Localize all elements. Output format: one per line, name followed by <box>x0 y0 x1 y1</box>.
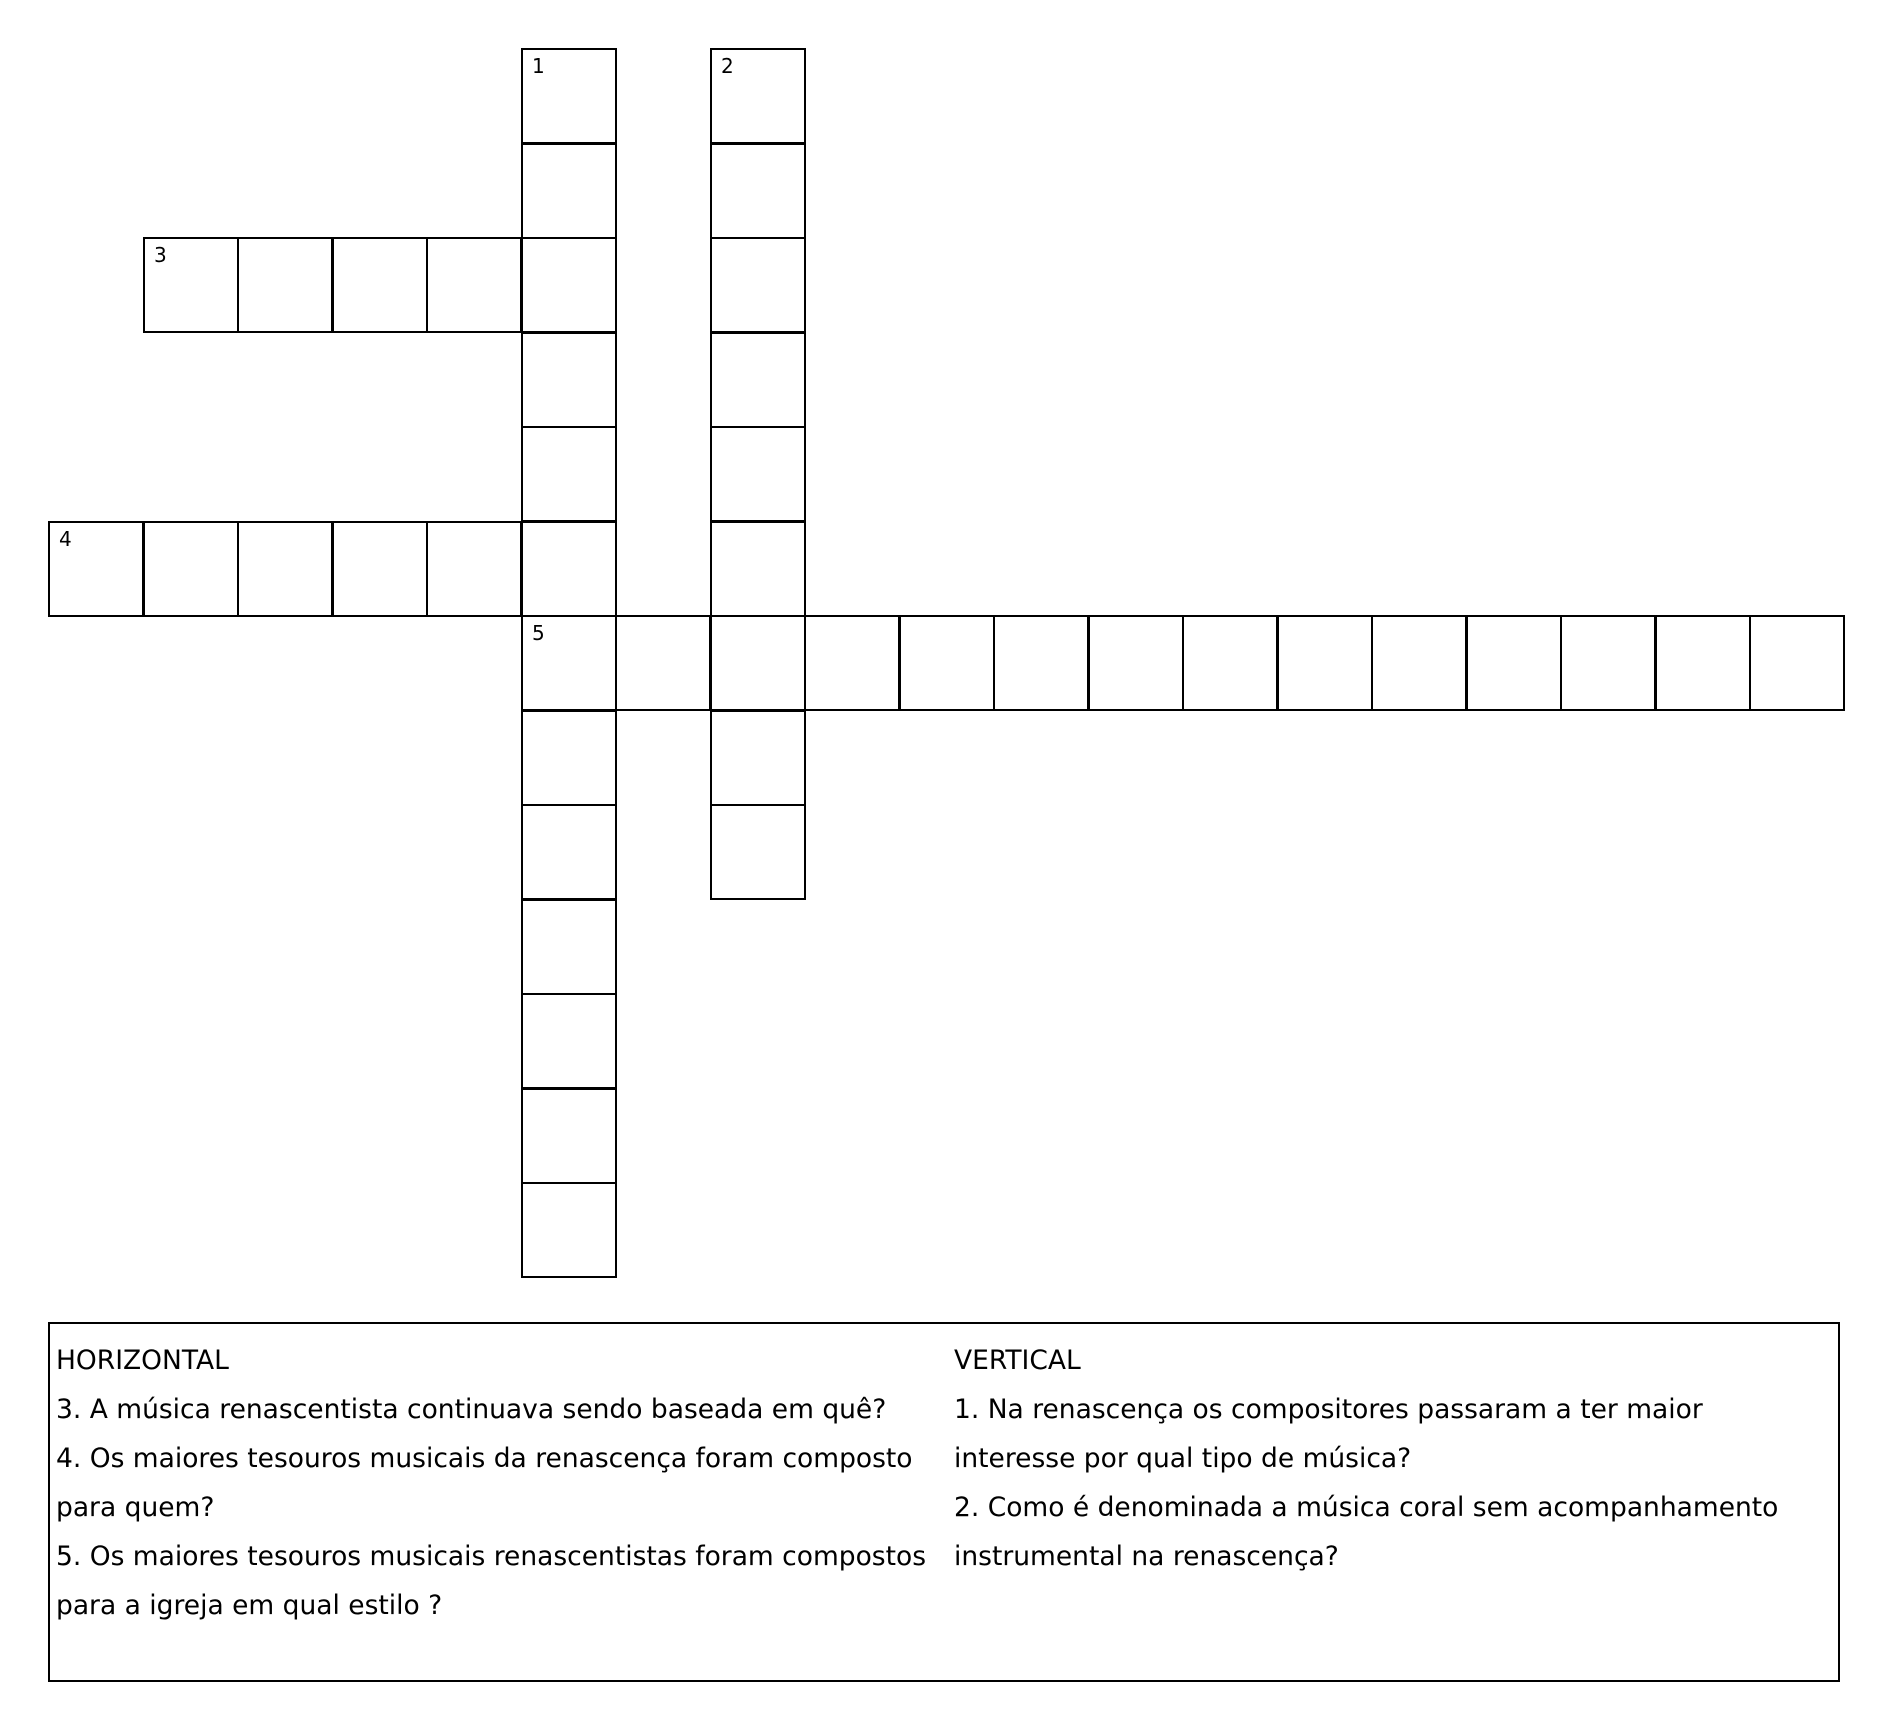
crossword-cell[interactable] <box>521 804 617 900</box>
crossword-cell[interactable] <box>521 1182 617 1278</box>
crossword-cell[interactable] <box>426 237 522 333</box>
crossword-cell[interactable] <box>521 332 617 428</box>
horizontal-clue-line: 3. A música renascentista continuava sendo baseada em quê? <box>56 1394 887 1425</box>
crossword-cell[interactable] <box>993 615 1089 711</box>
clue-number: 1 <box>532 54 545 78</box>
crossword-cell[interactable] <box>710 615 806 711</box>
crossword-cell[interactable] <box>1466 615 1562 711</box>
vertical-clue-line: interesse por qual tipo de música? <box>954 1443 1412 1474</box>
horizontal-clue-line: para quem? <box>56 1492 215 1523</box>
crossword-cell[interactable] <box>521 426 617 522</box>
crossword-cell[interactable] <box>1277 615 1373 711</box>
clue-number: 2 <box>721 54 734 78</box>
crossword-cell[interactable] <box>521 993 617 1089</box>
crossword-cell[interactable] <box>521 521 617 617</box>
crossword-cell[interactable] <box>710 804 806 900</box>
crossword-cell[interactable] <box>710 426 806 522</box>
clues-box <box>48 1322 1840 1682</box>
clue-number: 5 <box>532 621 545 645</box>
vertical-clue-line: 1. Na renascença os compositores passaram a ter maior <box>954 1394 1703 1425</box>
crossword-cell[interactable] <box>710 521 806 617</box>
crossword-cell[interactable] <box>48 521 144 617</box>
horizontal-heading: HORIZONTAL <box>56 1345 229 1376</box>
crossword-cell[interactable] <box>1088 615 1184 711</box>
vertical-clue-line: instrumental na renascença? <box>954 1541 1339 1572</box>
clue-number: 3 <box>154 243 167 267</box>
crossword-cell[interactable] <box>615 615 711 711</box>
crossword-cell[interactable] <box>143 521 239 617</box>
crossword-cell[interactable] <box>143 237 239 333</box>
crossword-cell[interactable] <box>899 615 995 711</box>
crossword-cell[interactable] <box>710 48 806 144</box>
crossword-cell[interactable] <box>521 48 617 144</box>
crossword-cell[interactable] <box>1560 615 1656 711</box>
vertical-clue-line: 2. Como é denominada a música coral sem acompanhamento <box>954 1492 1779 1523</box>
crossword-cell[interactable] <box>1655 615 1751 711</box>
horizontal-clue-line: 4. Os maiores tesouros musicais da renascença foram composto <box>56 1443 913 1474</box>
crossword-cell[interactable] <box>521 899 617 995</box>
crossword-cell[interactable] <box>521 1088 617 1184</box>
crossword-cell[interactable] <box>237 521 333 617</box>
crossword-cell[interactable] <box>237 237 333 333</box>
vertical-clues <box>954 1336 1824 1581</box>
crossword-cell[interactable] <box>1371 615 1467 711</box>
crossword-cell[interactable] <box>710 710 806 806</box>
crossword-cell[interactable] <box>1182 615 1278 711</box>
crossword-cell[interactable] <box>521 143 617 239</box>
crossword-cell[interactable] <box>710 332 806 428</box>
horizontal-clue-line: para a igreja em qual estilo ? <box>56 1590 443 1621</box>
crossword-cell[interactable] <box>1749 615 1845 711</box>
vertical-heading: VERTICAL <box>954 1345 1081 1376</box>
crossword-cell[interactable] <box>521 615 617 711</box>
clue-number: 4 <box>59 527 72 551</box>
crossword-cell[interactable] <box>332 237 428 333</box>
horizontal-clue-line: 5. Os maiores tesouros musicais renascentistas foram compostos <box>56 1541 927 1572</box>
crossword-cell[interactable] <box>426 521 522 617</box>
crossword-cell[interactable] <box>710 143 806 239</box>
crossword-cell[interactable] <box>804 615 900 711</box>
crossword-cell[interactable] <box>332 521 428 617</box>
crossword-cell[interactable] <box>521 237 617 333</box>
horizontal-clues <box>56 1336 946 1630</box>
crossword-cell[interactable] <box>710 237 806 333</box>
crossword-cell[interactable] <box>521 710 617 806</box>
